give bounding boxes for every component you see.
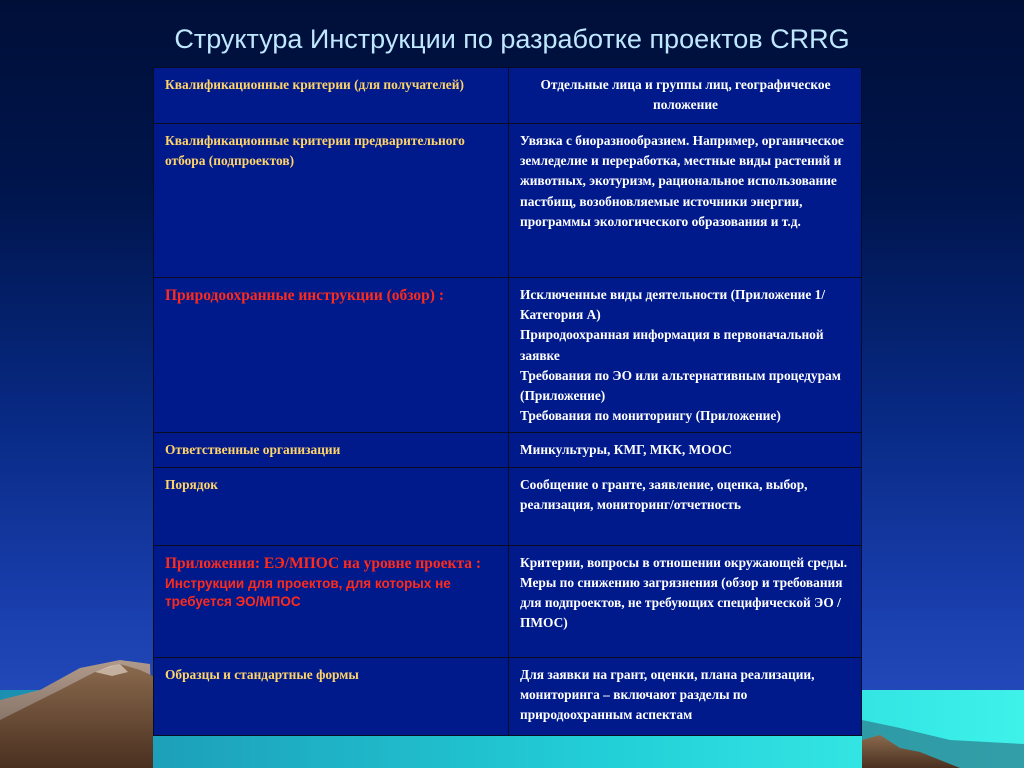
table-row bbox=[154, 467, 862, 545]
table-row bbox=[154, 68, 862, 124]
row-value-preselection-criteria: Увязка с биоразнообразием. Например, органическое земледелие и переработка, местные виды растений и животных, экотуризм, рациональное использование пастбищ, возобновляемые источники энергии, программы экологического образования и т.д. bbox=[509, 124, 862, 278]
row-label-appendices bbox=[154, 545, 509, 657]
monitoring-requirements-line: Требования по мониторингу (Приложение) bbox=[520, 408, 781, 424]
row-value-procedure: Сообщение о гранте, заявление, оценка, выбор, реализация, мониторинг/отчетность bbox=[509, 467, 862, 545]
table-row bbox=[154, 124, 862, 278]
row-label-preselection-criteria: Квалификационные критерии предварительного отбора (подпроектов) bbox=[154, 124, 509, 278]
appendices-heading: Приложения: ЕЭ/МПОС на уровне проекта : bbox=[165, 554, 482, 572]
slide-title: Структура Инструкции по разработке проектов CRRG bbox=[174, 24, 850, 54]
row-label-templates: Образцы и стандартные формы bbox=[154, 657, 509, 735]
table-row bbox=[154, 433, 862, 467]
environmental-info-line: Природоохранная информация в первоначальной заявке bbox=[520, 327, 824, 363]
row-value-recipient-criteria bbox=[509, 68, 862, 124]
row-value-environmental-guidelines bbox=[509, 278, 862, 433]
structure-table bbox=[153, 67, 862, 736]
row-value-templates: Для заявки на грант, оценки, плана реализации, мониторинга – включают разделы по природоохранным аспектам bbox=[509, 657, 862, 735]
row-label-environmental-guidelines: Природоохранные инструкции (обзор) : bbox=[154, 278, 509, 433]
row-label-recipient-criteria: Квалификационные критерии (для получателей) bbox=[154, 68, 509, 124]
ea-requirements-line: Требования по ЭО или альтернативным процедурам (Приложение) bbox=[520, 367, 841, 404]
recipient-criteria-text: Отдельные лица и группы лиц, географическое положение bbox=[540, 77, 831, 113]
appendices-subheading: Инструкции для проектов, для которых не требуется ЭО/МПОС bbox=[165, 575, 451, 610]
row-value-appendices: Критерии, вопросы в отношении окружающей среды. Меры по снижению загрязнения (обзор и требования для подпроектов, не требующих специфической ЭО /ПМОС) bbox=[509, 545, 862, 657]
table-row bbox=[154, 657, 862, 735]
row-label-procedure: Порядок bbox=[154, 467, 509, 545]
excluded-activities-line: Исключенные виды деятельности (Приложение 1/ Категория А) bbox=[520, 287, 826, 323]
row-value-responsible-organizations: Минкультуры, КМГ, МКК, МООС bbox=[509, 433, 862, 467]
table-row bbox=[154, 545, 862, 657]
row-label-responsible-organizations: Ответственные организации bbox=[154, 433, 509, 467]
table-row bbox=[154, 278, 862, 433]
